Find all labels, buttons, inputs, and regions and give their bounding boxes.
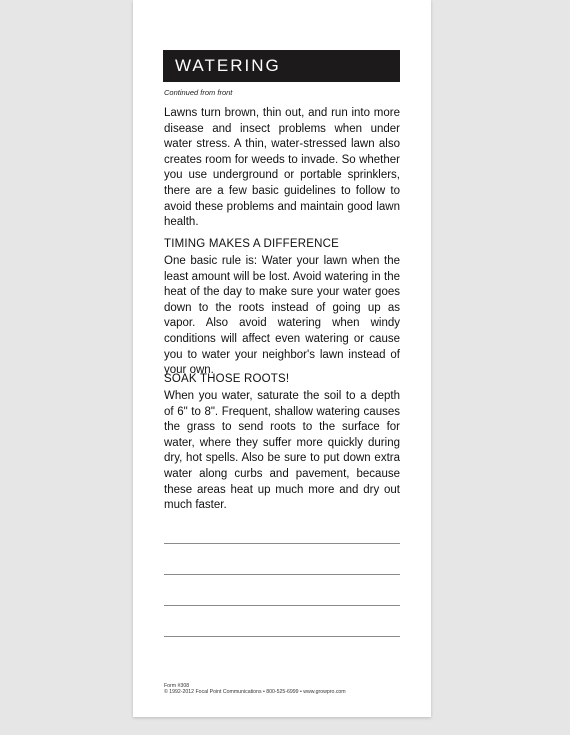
section-heading-roots: SOAK THOSE ROOTS! xyxy=(164,373,290,385)
note-line xyxy=(164,543,400,544)
page-title: WATERING xyxy=(175,56,281,75)
info-card xyxy=(133,0,431,717)
continued-note: Continued from front xyxy=(164,88,233,97)
section-body-roots: When you water, saturate the soil to a depth of 6" to 8". Frequent, shallow watering causes the grass to send roots to the surface for water, where they suffer more quickly during dry, hot spells. Also be sure to put down extra water along curbs and pavement, because these areas heat up much more and dry out much faster. xyxy=(164,390,400,512)
section-heading-timing: TIMING MAKES A DIFFERENCE xyxy=(164,238,339,250)
title-banner xyxy=(163,50,400,82)
section-body-timing: One basic rule is: Water your lawn when the least amount will be lost. Avoid watering in the heat of the day to make sure your water goes down to the roots instead of going up as vapor. Also avoid watering when windy conditions will affect even watering or cause you to water your neighbor's lawn instead of your own. xyxy=(164,255,400,377)
copyright-line: © 1992-2012 Focal Point Communications • 800-525-6999 • www.growpro.com xyxy=(164,689,346,695)
form-number: Form #308 xyxy=(164,683,190,689)
note-line xyxy=(164,574,400,575)
note-line xyxy=(164,605,400,606)
note-line xyxy=(164,636,400,637)
intro-paragraph: Lawns turn brown, thin out, and run into more disease and insect problems when under water stress. A thin, water-stressed lawn also creates room for weeds to invade. So whether you use underground or portable sprinklers, there are a few basic guidelines to follow to avoid these problems and maintain good lawn health. xyxy=(164,107,400,229)
